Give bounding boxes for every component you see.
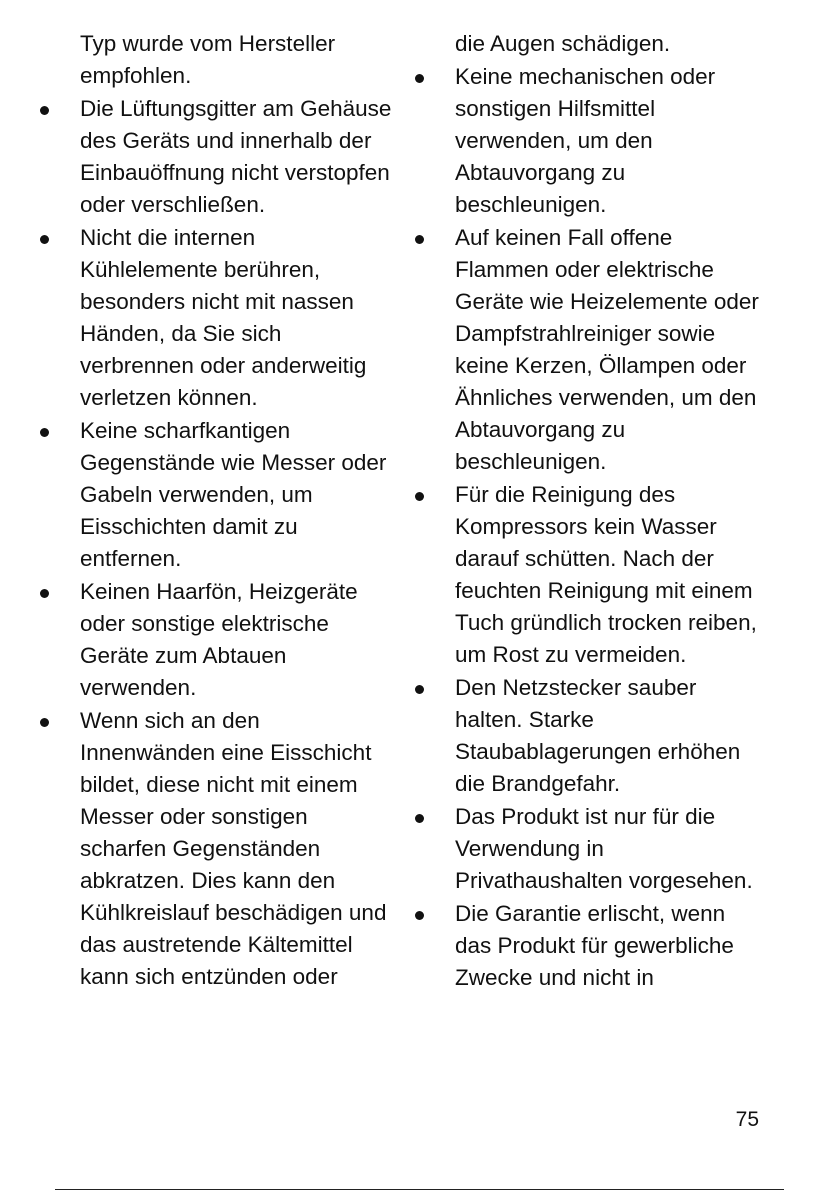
bullet-text: Den Netzstecker sauber halten. Starke Staubablagerungen erhöhen die Brandgefahr. [455,675,741,796]
footer-divider [55,1189,784,1190]
left-text-column [80,28,398,994]
bullet-item [455,222,765,478]
bullet-dot-icon [415,492,424,501]
bullet-dot-icon [415,235,424,244]
continued-paragraph [455,28,765,60]
bullet-text: Wenn sich an den Innenwänden eine Eisschicht bildet, diese nicht mit einem Messer oder sonstigen scharfen Gegenständen abkratzen. Dies kann den Kühlkreislauf beschädigen und das austretende Kältemittel kann sich entzünden oder [80,708,387,989]
continued-paragraph [80,28,398,92]
bullet-dot-icon [40,589,49,598]
bullet-text: Keine scharfkantigen Gegenstände wie Messer oder Gabeln verwenden, um Eisschichten damit zu entfernen. [80,418,387,571]
bullet-dot-icon [40,428,49,437]
bullet-dot-icon [415,74,424,83]
bullet-text: Keinen Haarfön, Heizgeräte oder sonstige elektrische Geräte zum Abtauen verwenden. [80,579,358,700]
page-number: 75 [735,1108,759,1131]
bullet-dot-icon [415,814,424,823]
bullet-item [80,576,398,704]
bullet-item [455,61,765,221]
bullet-dot-icon [415,911,424,920]
bullet-item [455,672,765,800]
bullet-dot-icon [415,685,424,694]
bullet-item [455,479,765,671]
bullet-dot-icon [40,235,49,244]
bullet-text: Das Produkt ist nur für die Verwendung in Privathaushalten vorgesehen. [455,804,753,893]
bullet-item [80,222,398,414]
bullet-text: Die Lüftungsgitter am Gehäuse des Geräts und innerhalb der Einbauöffnung nicht verstopfen oder verschließen. [80,96,392,217]
bullet-dot-icon [40,106,49,115]
bullet-item [80,705,398,993]
bullet-item [455,898,765,994]
bullet-text: Auf keinen Fall offene Flammen oder elektrische Geräte wie Heizelemente oder Dampfstrahlreiniger sowie keine Kerzen, Öllampen oder Ähnliches verwenden, um den Abtauvorgang zu beschleunigen. [455,225,759,474]
bullet-text: Keine mechanischen oder sonstigen Hilfsmittel verwenden, um den Abtauvorgang zu beschleunigen. [455,64,716,217]
bullet-text: Für die Reinigung des Kompressors kein Wasser darauf schütten. Nach der feuchten Reinigung mit einem Tuch gründlich trocken reiben, um Rost zu vermeiden. [455,482,757,667]
bullet-dot-icon [40,718,49,727]
paragraph-text: Typ wurde vom Hersteller empfohlen. [80,31,336,88]
bullet-text: Die Garantie erlischt, wenn das Produkt für gewerbliche Zwecke und nicht in [455,901,734,990]
bullet-item [455,801,765,897]
bullet-text: Nicht die internen Kühlelemente berühren, besonders nicht mit nassen Händen, da Sie sich verbrennen oder anderweitig verletzen können. [80,225,367,410]
paragraph-text: die Augen schädigen. [455,31,671,56]
bullet-item [80,93,398,221]
right-text-column [455,28,765,995]
bullet-item [80,415,398,575]
